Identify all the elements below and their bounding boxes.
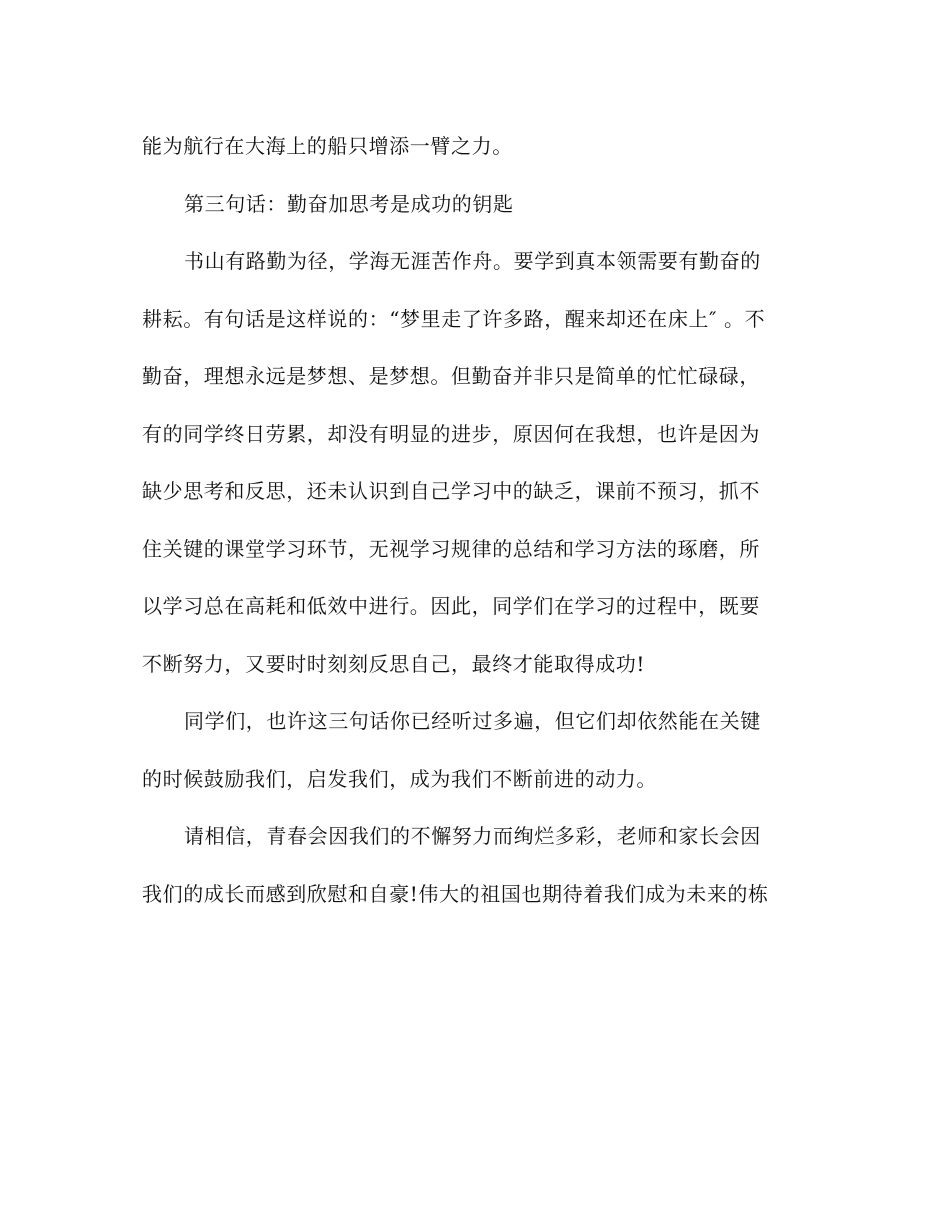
text-line: 耕耘。有句话是这样说的：“梦里走了许多路，醒来却还在床上″ 。不 xyxy=(142,306,766,331)
text-line: 的时候鼓励我们，启发我们，成为我们不断前进的动力。 xyxy=(142,766,657,791)
document-body xyxy=(142,118,810,923)
text-line: 我们的成长而感到欣慰和自豪!伟大的祖国也期待着我们成为未来的栋 xyxy=(142,881,769,906)
text-line: 能为航行在大海上的船只增添一臂之力。 xyxy=(142,134,513,158)
text-line: 以学习总在高耗和低效中进行。因此，同学们在学习的过程中，既要 xyxy=(142,594,760,618)
text-line: 住关键的课堂学习环节，无视学习规律的总结和学习方法的琢磨，所 xyxy=(142,536,760,561)
text-line: 缺少思考和反思，还未认识到自己学习中的缺乏，课前不预习，抓不 xyxy=(142,479,760,503)
text-line: 请相信，青春会因我们的不懈努力而绚烂多彩，老师和家长会因 xyxy=(184,824,761,848)
text-line: 书山有路勤为径，学海无涯苦作舟。要学到真本领需要有勤奋的 xyxy=(184,249,761,273)
text-line: 不断努力，又要时时刻刻反思自己，最终才能取得成功! xyxy=(142,651,646,676)
section-heading: 第三句话：勤奋加思考是成功的钥匙 xyxy=(184,191,514,216)
text-line: 有的同学终日劳累，却没有明显的进步，原因何在我想，也许是因为 xyxy=(142,421,760,446)
text-line: 同学们，也许这三句话你已经听过多遍，但它们却依然能在关键 xyxy=(184,709,761,733)
text-line: 勤奋，理想永远是梦想、是梦想。但勤奋并非只是简单的忙忙碌碌， xyxy=(142,364,760,388)
